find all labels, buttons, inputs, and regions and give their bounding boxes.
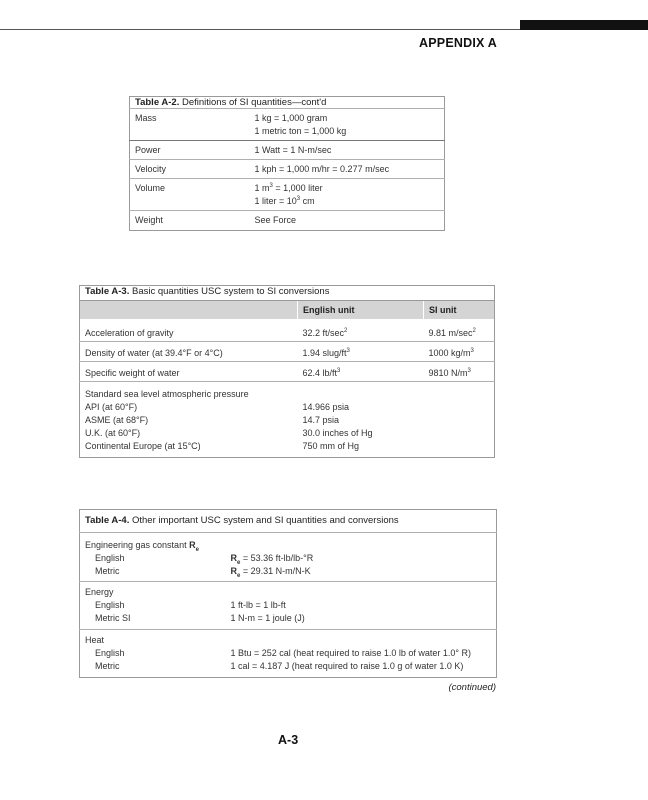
table-row: Standard sea level atmospheric pressure API (at 60°F) ASME (at 68°F) U.K. (at 60°F) Continental Europe (at 15°C) 14.966 psia 14.7 psia 30.0 inches of Hg 750 mm of Hg [80,382,495,458]
table-a2 [129,96,445,231]
table-a4 [79,509,497,678]
table-row: Density of water (at 39.4°F or 4°C) 1.94 slug/$ft^3$ 1000 $kg/m^3$ [80,342,495,362]
table-row: Heat English Metric 1 Btu = 252 cal (heat required to raise 1.0 lb of water 1.0° R) 1 cal = 4.187 J (heat required to raise 1.0 g of water 1.0 K) [80,630,497,678]
table-row: Acceleration of gravity 32.2 $ft/\sec^2$ 9.81 $m/\sec^2$ [85,328,476,338]
table-row: Mass 1 kg = 1,000 gram 1 metric ton = 1,000 kg [130,109,445,141]
column-header-si: SI unit [424,301,495,320]
table-a4-caption: Table A-4. Other important USC system and SI quantities and conversions [85,515,399,526]
table-a3 [79,285,495,458]
table-a2-caption: Table A-2. Definitions of SI quantities—cont'd [135,97,327,108]
table-row: Velocity 1 kph = 1,000 m/hr = 0.277 m/sec [130,160,445,179]
table-row: Power 1 Watt = 1 N-m/sec [130,141,445,160]
header-bar [520,20,648,30]
page-header-title: APPENDIX A [419,36,497,50]
table-a3-caption: Table A-3. Basic quantities USC system to SI conversions [85,286,330,297]
table-header-row [80,301,495,320]
table-row: Weight See Force [130,211,445,231]
page-number: A-3 [278,733,299,747]
column-header-english: English unit [298,301,424,320]
continued-note: (continued) [448,682,496,693]
table-row: Volume 1 $m^3 = 1,000$ liter 1 liter = $10^3$ cm [130,179,445,211]
table-row: Specific weight of water 62.4 $lb/ft^3$ 9810 $N/m^3$ [80,362,495,382]
table-row: Engineering gas constant $R_e$ English Metric $R_e = 53.36$ ft-lb/lb-°R $R_e = 29.31$ N-m/N-K [80,533,497,582]
table-row: Energy English Metric SI 1 ft-lb = 1 lb-ft 1 N-m = 1 joule (J) [80,582,497,630]
